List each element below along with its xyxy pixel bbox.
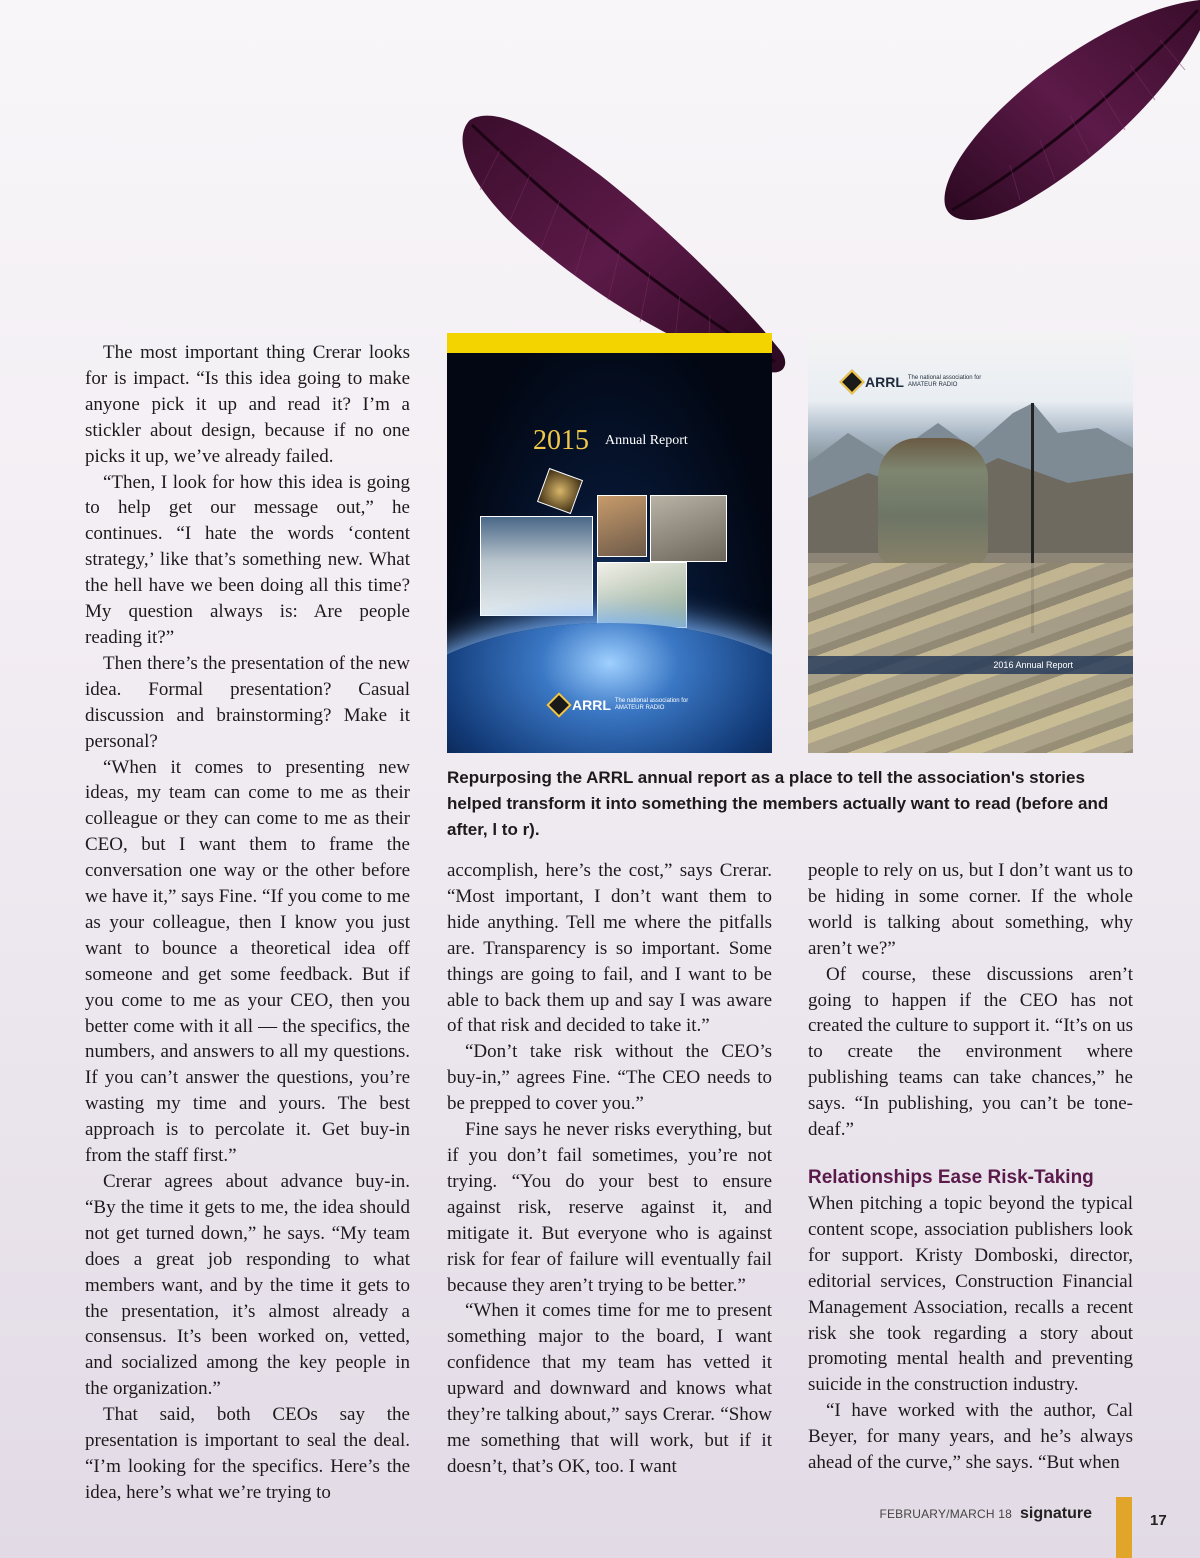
paragraph: “Don’t take risk without the CEO’s buy-in,” agrees Fine. “The CEO needs to be prepped to cover you.” xyxy=(447,1041,772,1115)
paragraph: people to rely on us, but I don’t want us to be hiding in some corner. If the whole world is talking about something, why aren’t we?” xyxy=(808,860,1133,959)
paragraph: “Then, I look for how this idea is going to help get our message out,” he continues. “I hate the words ‘content strategy,’ like that’s something new. What the hell have we been doing all this time? My question always is: Are people reading it?” xyxy=(85,471,410,648)
radio-operator-photo xyxy=(650,495,727,562)
magazine-name: signature xyxy=(1019,1505,1092,1522)
earth-horizon xyxy=(447,623,772,753)
arrl-logo: ARRL The national association for AMATEUR RADIO xyxy=(550,696,688,714)
report-title-band: 2016 Annual Report xyxy=(808,656,1133,674)
page-footer xyxy=(879,1505,1092,1523)
paragraph: “When it comes time for me to present something major to the board, I want confidence that my team has vetted it upward and downward and knows what they’re talking about,” says Crerar. “Show me something that will work, but if it doesn’t, that’s OK, too. I want xyxy=(447,1300,772,1477)
paragraph: Then there’s the presentation of the new idea. Formal presentation? Casual discussion and brainstorming? Make it personal? xyxy=(85,652,410,752)
arrl-2015-annual-report-cover xyxy=(447,333,772,753)
section-subheading: Relationships Ease Risk-Taking xyxy=(808,1166,1094,1188)
paragraph: That said, both CEOs say the presentation is important to seal the deal. “I’m looking for the specifics. Here’s the idea, here’s what we’re trying to xyxy=(85,1404,410,1503)
issue-date: FEBRUARY/MARCH 18 xyxy=(879,1507,1012,1521)
operators-photo xyxy=(597,495,647,557)
paragraph: Fine says he never risks everything, but if you don’t fail sometimes, you’re not trying. “You do your best to ensure against risk, reserve against it, and mitigate it. But everyone who is against risk for fear of failure will eventually fail because they aren’t trying to be better.” xyxy=(447,1119,772,1296)
paragraph: The most important thing Crerar looks for is impact. “Is this idea going to make anyone pick it up and read it? I’m a stickler about design, because if no one picks it up, we’ve already failed. xyxy=(85,342,410,467)
paragraph: When pitching a topic beyond the typical content scope, association publishers look for support. Kristy Domboski, director, editorial services, Construction Financial Management Association, recalls a recent risk she took regarding a story about promoting mental health and preventing suicide in the construction industry. xyxy=(808,1192,1133,1396)
report-title: Annual Report xyxy=(605,433,688,448)
paragraph: Crerar agrees about advance buy-in. “By the time it gets to me, the idea should not get turned down,” he says. “My team does a great job responding to what members want, and by the time it gets to the presentation, it’s almost already a consensus. It’s been worked on, vetted, and socialized among the key people in the organization.” xyxy=(85,1171,410,1400)
report-year: 2015 xyxy=(533,425,589,456)
body-column-1 xyxy=(85,340,410,1506)
classroom-photo xyxy=(480,516,593,616)
yellow-bar xyxy=(447,333,772,353)
purple-feather-illustration-2 xyxy=(930,0,1200,230)
electronics-photo xyxy=(597,562,687,628)
man-sitting-photo xyxy=(878,438,988,568)
paragraph: “When it comes to presenting new ideas, my team can come to me as their colleague or they can come to me as their CEO, but I want them to frame the conversation one way or the other before we have it,” says Fine. “If you come to me as your colleague, then I know you just want to bounce a theoretical idea off someone and get some feedback. But if you come to me as your CEO, then you better come with it all — the specifics, the numbers, and answers to all my questions. If you can’t answer the questions, you’re wasting my time and yours. The best approach is to percolate it. Get buy-in from the staff first.” xyxy=(85,756,410,1167)
body-column-2 xyxy=(447,858,772,1480)
paragraph: accomplish, here’s the cost,” says Crerar. “Most important, I don’t want them to hide anything. Tell me where the pitfalls are. Transparency is so important. Some things are going to fail, and I want to be able to back them up and say I was aware of that risk and decided to take it.” xyxy=(447,860,772,1037)
arrl-2016-annual-report-cover xyxy=(808,333,1133,753)
image-caption: Repurposing the ARRL annual report as a place to tell the association's stories helped transform it into something the members actually want to read (before and after, l to r). xyxy=(447,768,1109,839)
paragraph: Of course, these discussions aren’t going to happen if the CEO has not created the culture to support it. “It’s on us to create the environment where publishing teams can take chances,” he says. “In publishing, you can’t be tone-deaf.” xyxy=(808,963,1133,1141)
body-column-3 xyxy=(808,858,1133,1476)
arrl-diamond-icon xyxy=(546,692,571,717)
satellite-image xyxy=(537,468,583,514)
arrl-logo: ARRL The national association for AMATEUR RADIO xyxy=(843,373,981,391)
arrl-diamond-icon xyxy=(839,369,864,394)
paragraph: “I have worked with the author, Cal Beyer, for many years, and he’s always ahead of the curve,” she says. “But when xyxy=(808,1400,1133,1474)
footer-accent-bar xyxy=(1116,1497,1132,1558)
page-number: 17 xyxy=(1150,1512,1167,1529)
